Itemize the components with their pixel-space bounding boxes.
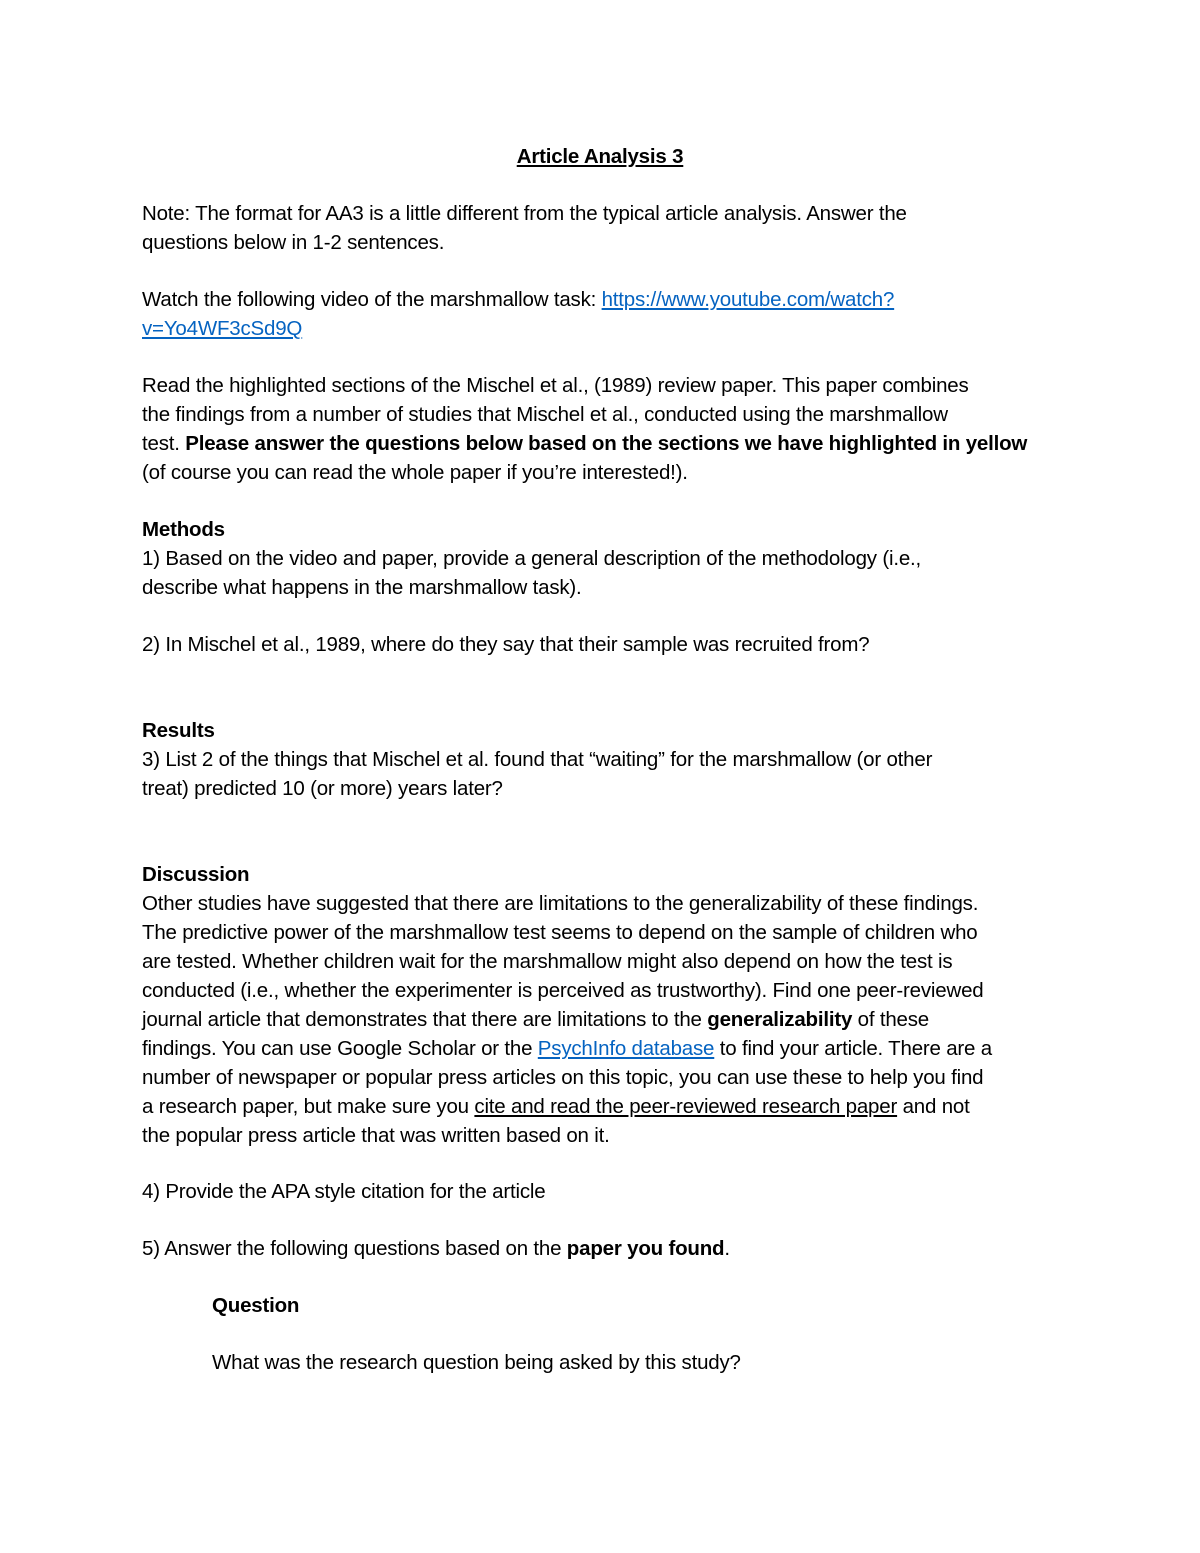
note-line-2: questions below in 1-2 sentences. (142, 231, 445, 254)
generalizability-term: generalizability (707, 1008, 853, 1031)
document-title: Article Analysis 3 (516, 145, 684, 168)
video-link-continued[interactable]: v=Yo4WF3cSd9Q (142, 317, 303, 340)
discussion-line-6-a: findings. You can use Google Scholar or the (142, 1037, 538, 1060)
read-line-4: (of course you can read the whole paper if you’re interested!). (142, 461, 688, 484)
discussion-line-5-a: journal article that demonstrates that there are limitations to the (142, 1008, 708, 1031)
question-3-line-2: treat) predicted 10 (or more) years later? (142, 777, 503, 800)
results-heading: Results (142, 719, 215, 742)
discussion-line-5 (142, 1006, 929, 1035)
read-line-1: Read the highlighted sections of the Mischel et al., (1989) review paper. This paper combines (142, 374, 969, 397)
question-5-a: 5) Answer the following questions based on the (142, 1237, 567, 1260)
watch-prefix: Watch the following video of the marshmallow task: (142, 288, 602, 311)
question-2: 2) In Mischel et al., 1989, where do they say that their sample was recruited from? (142, 633, 870, 656)
discussion-line-7: number of newspaper or popular press articles on this topic, you can use these to help you find (142, 1066, 984, 1089)
question-1-line-2: describe what happens in the marshmallow task). (142, 576, 582, 599)
question-subheading: Question (212, 1294, 300, 1317)
discussion-line-9: the popular press article that was written based on it. (142, 1124, 610, 1147)
read-line-3 (142, 430, 1027, 459)
research-question-prompt: What was the research question being asked by this study? (212, 1351, 741, 1374)
question-5 (142, 1235, 730, 1264)
note-line-1: Note: The format for AA3 is a little different from the typical article analysis. Answer the (142, 202, 907, 225)
methods-heading: Methods (142, 518, 225, 541)
question-5-bold: paper you found (566, 1237, 725, 1260)
discussion-line-3: are tested. Whether children wait for the marshmallow might also depend on how the test is (142, 950, 953, 973)
discussion-line-8-b: and not (897, 1095, 970, 1118)
peer-reviewed-emphasis: cite and read the peer-reviewed research paper (474, 1095, 898, 1118)
question-1-line-1: 1) Based on the video and paper, provide a general description of the methodology (i.e., (142, 547, 922, 570)
psychinfo-database-link[interactable]: PsychInfo database (537, 1037, 715, 1060)
discussion-line-2: The predictive power of the marshmallow test seems to depend on the sample of children who (142, 921, 978, 944)
highlight-instruction: Please answer the questions below based on the sections we have highlighted in yellow (185, 432, 1028, 455)
discussion-line-8-a: a research paper, but make sure you (142, 1095, 475, 1118)
discussion-line-6-b: to find your article. There are a (714, 1037, 992, 1060)
read-line-3-plain: test. (142, 432, 186, 455)
discussion-line-1: Other studies have suggested that there are limitations to the generalizability of these findings. (142, 892, 979, 915)
question-3-line-1: 3) List 2 of the things that Mischel et al. found that “waiting” for the marshmallow (or other (142, 748, 933, 771)
question-4: 4) Provide the APA style citation for the article (142, 1180, 546, 1203)
discussion-line-5-b: of these (852, 1008, 930, 1031)
discussion-line-8 (142, 1093, 970, 1122)
discussion-heading: Discussion (142, 863, 250, 886)
read-line-2: the findings from a number of studies that Mischel et al., conducted using the marshmallow (142, 403, 948, 426)
question-5-b: . (724, 1237, 730, 1260)
watch-line-1 (142, 286, 894, 315)
watch-line-2 (142, 315, 302, 344)
discussion-line-4: conducted (i.e., whether the experimenter is perceived as trustworthy). Find one peer-reviewed (142, 979, 984, 1002)
video-link[interactable]: https://www.youtube.com/watch? (601, 288, 895, 311)
discussion-line-6 (142, 1035, 992, 1064)
